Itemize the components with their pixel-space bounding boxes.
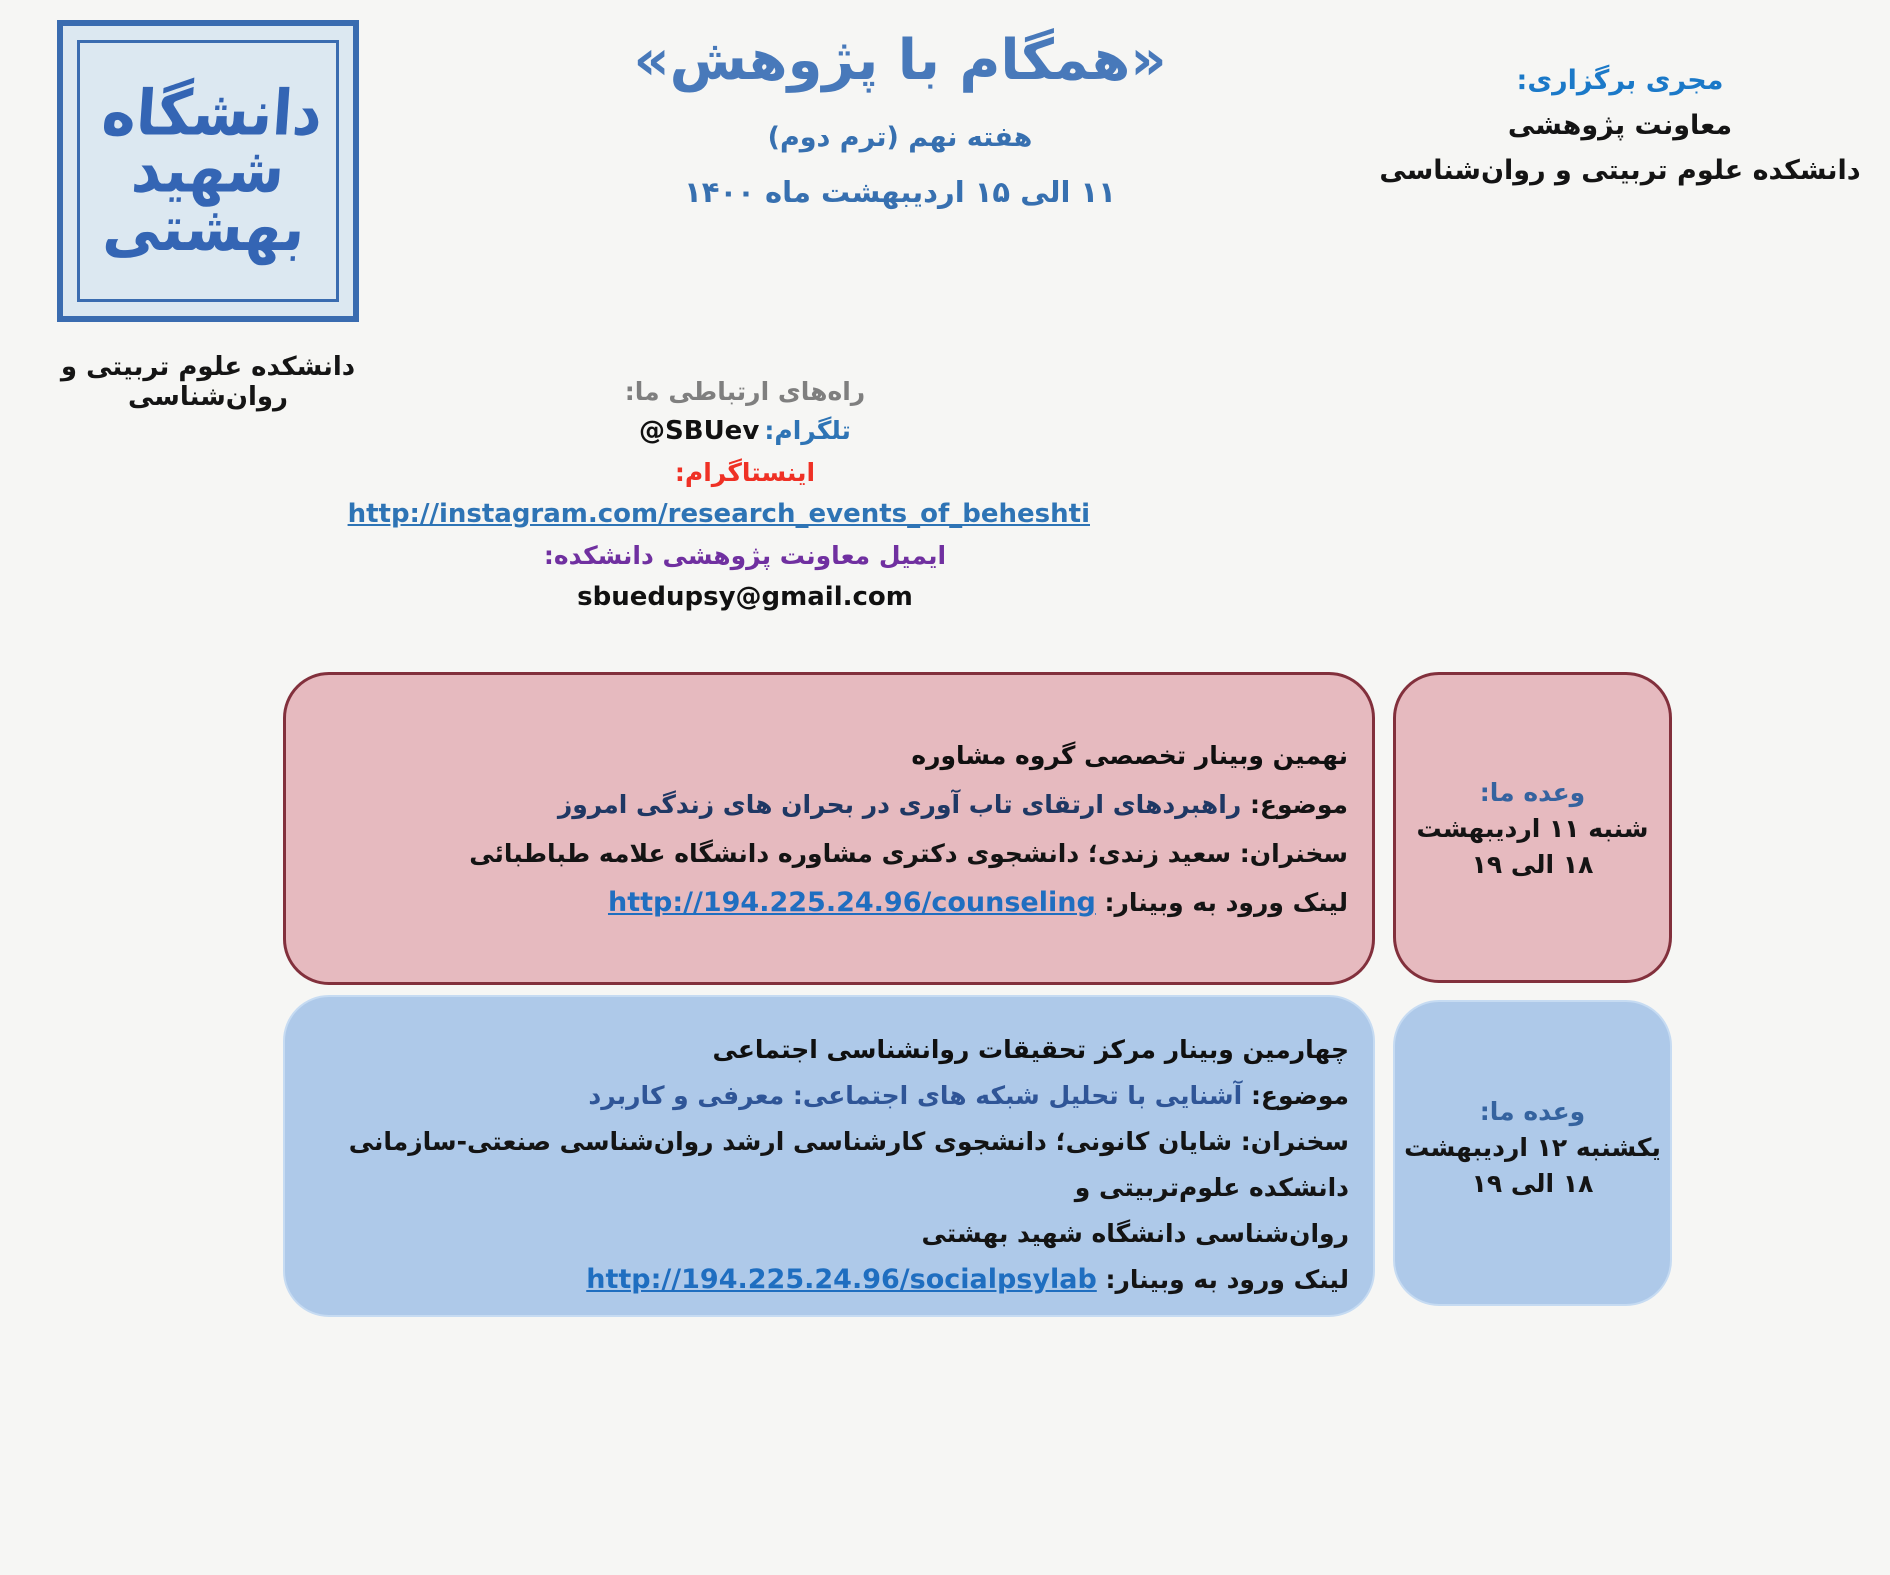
schedule-card-socialpsylab <box>1393 1000 1672 1306</box>
webinar1-topic-line <box>326 780 1348 829</box>
webinar-card-socialpsylab <box>283 995 1375 1317</box>
webinar2-topic-line <box>325 1073 1349 1119</box>
webinar2-link[interactable]: http://194.225.24.96/socialpsylab <box>586 1264 1097 1295</box>
telegram-label: تلگرام: <box>764 416 851 445</box>
instagram-label: اینستاگرام: <box>674 458 816 487</box>
webinar2-speaker-line1: سخنران: شایان کانونی؛ دانشجوی کارشناسی ارشد روان‌شناسی صنعتی-سازمانی دانشکده علوم‌تربیتی و <box>348 1127 1349 1202</box>
webinar1-link-label: لینک ورود به وبینار: <box>1104 888 1348 917</box>
university-logo-frame <box>77 40 339 302</box>
webinar1-speaker: سخنران: سعید زندی؛ دانشجوی دکتری مشاوره دانشگاه علامه طباطبائی <box>469 839 1348 868</box>
university-logo <box>57 20 359 322</box>
contact-heading: راه‌های ارتباطی ما: <box>624 377 866 406</box>
university-logo-calligraphy: دانشگاه شهید بهشتی <box>99 75 325 265</box>
webinar1-link-line <box>326 878 1348 927</box>
schedule2-time: ۱۸ الی ۱۹ <box>1471 1169 1594 1198</box>
webinar2-speaker-line2: روان‌شناسی دانشگاه شهید بهشتی <box>921 1219 1349 1248</box>
instagram-link[interactable]: http://instagram.com/research_events_of_beheshti <box>347 499 1090 529</box>
webinar2-link-line <box>325 1257 1349 1303</box>
instagram-line <box>347 453 1090 536</box>
webinar2-topic: آشنایی با تحلیل شبکه های اجتماعی: معرفی و کاربرد <box>588 1081 1243 1110</box>
poster-title: «همگام با پژوهش» <box>633 28 1167 93</box>
telegram-handle[interactable]: @SBUev <box>639 416 760 446</box>
telegram-line <box>400 411 1090 453</box>
contact-block <box>347 372 1090 619</box>
webinar2-link-label: لینک ورود به وبینار: <box>1105 1265 1349 1294</box>
webinar1-topic: راهبردهای ارتقای تاب آوری در بحران های زندگی امروز <box>557 790 1242 819</box>
webinar1-link[interactable]: http://194.225.24.96/counseling <box>607 887 1096 918</box>
schedule2-day: یکشنبه ۱۲ اردیبهشت <box>1404 1133 1661 1162</box>
schedule1-day: شنبه ۱۱ اردیبهشت <box>1416 814 1649 843</box>
schedule2-heading: وعده ما: <box>1479 1097 1586 1126</box>
webinar1-topic-label: موضوع: <box>1249 790 1348 819</box>
organizer-line1: معاونت پژوهشی <box>1507 110 1733 141</box>
organizer-label: مجری برگزاری: <box>1516 65 1724 96</box>
title-block <box>555 26 1245 209</box>
email-label: ایمیل معاونت پژوهشی دانشکده: <box>543 541 947 570</box>
schedule1-time: ۱۸ الی ۱۹ <box>1471 850 1594 879</box>
webinar1-title: نهمین وبینار تخصصی گروه مشاوره <box>911 741 1348 770</box>
organizer-block <box>1375 58 1865 193</box>
webinar2-topic-label: موضوع: <box>1250 1081 1349 1110</box>
schedule-card-counseling <box>1393 672 1672 983</box>
poster-subtitle: هفته نهم (ترم دوم) <box>767 122 1033 153</box>
email-address[interactable]: sbuedupsy@gmail.com <box>577 582 913 612</box>
logo-caption: دانشکده علوم تربیتی و روان‌شناسی <box>60 352 356 412</box>
poster-date-range: ۱۱ الی ۱۵ اردیبهشت ماه ۱۴۰۰ <box>684 175 1116 209</box>
webinar-card-counseling <box>283 672 1375 985</box>
organizer-line2: دانشکده علوم تربیتی و روان‌شناسی <box>1379 155 1861 186</box>
schedule1-heading: وعده ما: <box>1479 778 1586 807</box>
email-line <box>400 536 1090 619</box>
webinar2-title: چهارمین وبینار مرکز تحقیقات روانشناسی اجتماعی <box>712 1035 1349 1064</box>
